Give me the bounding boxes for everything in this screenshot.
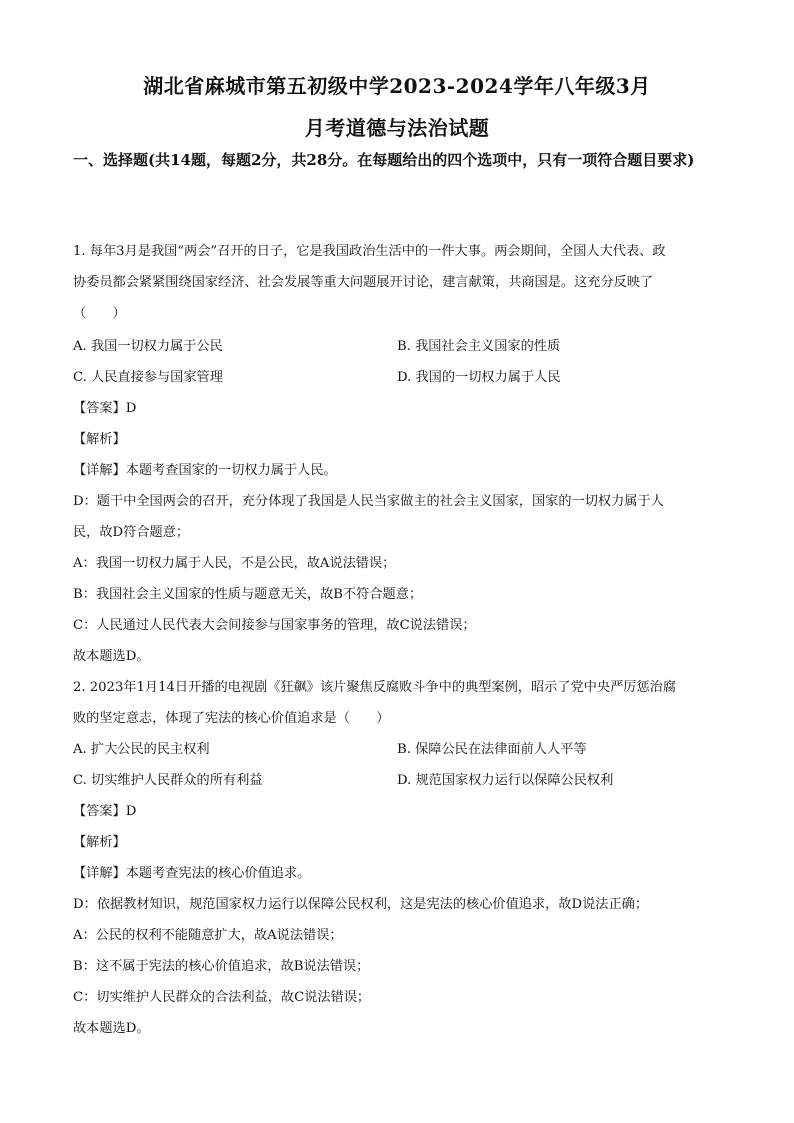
- q1-analysis-label: 【解析】: [73, 432, 126, 447]
- q2-conclusion: 故本题选D。: [73, 1021, 150, 1036]
- q1-stem-line2: 协委员都会紧紧围绕国家经济、社会发展等重大问题展开讨论，建言献策，共商国是。这充分反映了: [73, 275, 654, 290]
- q1-explanation-d-line2: 民，故D符合题意；: [73, 525, 190, 540]
- q1-explanation-b: B：我国社会主义国家的性质与题意无关，故B不符合题意；: [73, 587, 423, 602]
- q1-option-b: B. 我国社会主义国家的性质: [397, 339, 561, 354]
- q2-stem-line2: 败的坚定意志，体现了宪法的核心价值追求是（ ）: [73, 711, 390, 726]
- document-title-line1: 湖北省麻城市第五初级中学2023-2024学年八年级3月: [143, 74, 651, 98]
- q2-explanation-a: A：公民的权利不能随意扩大，故A说法错误；: [73, 928, 343, 943]
- q2-detail: 【详解】本题考查宪法的核心价值追求。: [73, 866, 311, 881]
- q1-explanation-d-line1: D：题干中全国两会的召开，充分体现了我国是人民当家做主的社会主义国家，国家的一切权力属于人: [73, 494, 664, 509]
- q1-explanation-a: A：我国一切权力属于人民，不是公民，故A说法错误；: [73, 556, 396, 571]
- q1-option-a: A. 我国一切权力属于公民: [73, 339, 223, 354]
- q1-stem-line3: （ ）: [73, 306, 126, 321]
- q2-answer: 【答案】D: [73, 804, 137, 819]
- q2-option-a: A. 扩大公民的民主权利: [73, 742, 210, 757]
- q1-explanation-c: C：人民通过人民代表大会间接参与国家事务的管理，故C说法错误；: [73, 618, 476, 633]
- q2-stem-line1: 2. 2023年1月14日开播的电视剧《狂飙》该片聚焦反腐败斗争中的典型案例，昭示了党中央严厉惩治腐: [73, 680, 677, 695]
- q1-answer: 【答案】D: [73, 401, 137, 416]
- q1-option-c: C. 人民直接参与国家管理: [73, 370, 223, 385]
- q1-detail: 【详解】本题考查国家的一切权力属于人民。: [73, 463, 337, 478]
- q2-option-b: B. 保障公民在法律面前人人平等: [397, 742, 587, 757]
- q2-explanation-c: C：切实维护人民群众的合法利益，故C说法错误；: [73, 990, 371, 1005]
- section-header: 一、选择题(共14题，每题2分，共28分。在每题给出的四个选项中，只有一项符合题目要求): [73, 151, 695, 169]
- q2-analysis-label: 【解析】: [73, 835, 126, 850]
- q2-option-c: C. 切实维护人民群众的所有利益: [73, 773, 263, 788]
- q1-conclusion: 故本题选D。: [73, 649, 150, 664]
- q2-explanation-b: B：这不属于宪法的核心价值追求，故B说法错误；: [73, 959, 370, 974]
- q2-explanation-d: D：依据教材知识，规范国家权力运行以保障公民权利，这是宪法的核心价值追求，故D说法正确；: [73, 897, 649, 912]
- document-title-line2: 月考道德与法治试题: [304, 116, 490, 140]
- q1-option-d: D. 我国的一切权力属于人民: [397, 370, 561, 385]
- q2-option-d: D. 规范国家权力运行以保障公民权利: [397, 773, 614, 788]
- q1-stem-line1: 1. 每年3月是我国“两会”召开的日子，它是我国政治生活中的一件大事。两会期间，全国人大代表、政: [73, 244, 666, 259]
